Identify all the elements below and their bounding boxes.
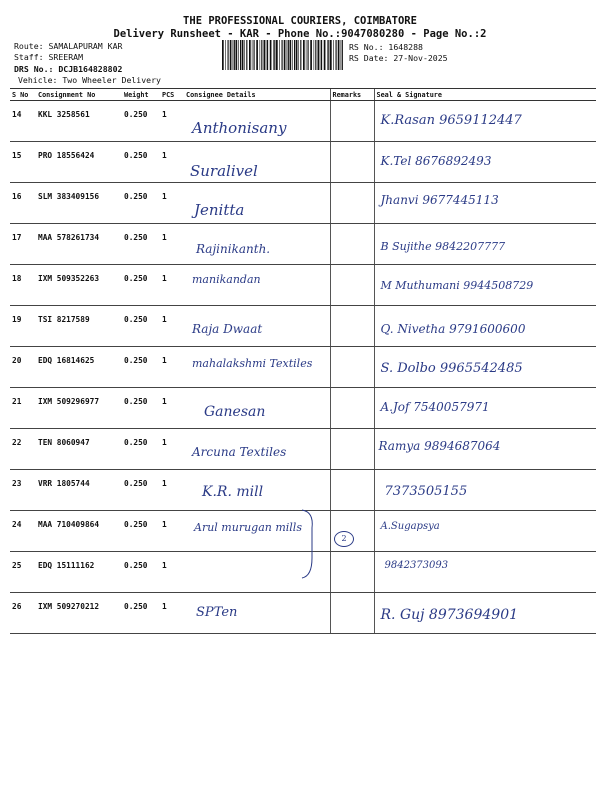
row-remarks: [330, 470, 374, 511]
row-remarks: [330, 224, 374, 265]
table-header-row: [10, 89, 596, 101]
row-weight: 0.250: [122, 429, 160, 470]
row-consignment-no: IXM 509270212: [36, 593, 122, 634]
row-consignment-no: EDQ 15111162: [36, 552, 122, 593]
row-sno: 21: [10, 388, 36, 429]
row-seal-signature: [374, 101, 596, 142]
consignee-handwriting: manikandan: [192, 273, 261, 286]
row-weight: 0.250: [122, 183, 160, 224]
table-row: [10, 142, 596, 183]
vehicle-label: Vehicle: Two Wheeler Delivery: [18, 75, 161, 85]
row-weight: 0.250: [122, 593, 160, 634]
row-remarks: [330, 388, 374, 429]
row-consignment-no: EDQ 16814625: [36, 347, 122, 388]
row-seal-signature: [374, 347, 596, 388]
row-pcs: 1: [160, 552, 184, 593]
row-sno: 18: [10, 265, 36, 306]
row-sno: 22: [10, 429, 36, 470]
row-pcs: 1: [160, 511, 184, 552]
company-title: THE PROFESSIONAL COURIERS, COIMBATORE: [183, 15, 417, 27]
row-seal-signature: [374, 429, 596, 470]
row-weight: 0.250: [122, 347, 160, 388]
row-seal-signature: [374, 224, 596, 265]
row-pcs: 1: [160, 470, 184, 511]
row-weight: 0.250: [122, 265, 160, 306]
consignee-handwriting: Anthonisany: [192, 119, 287, 137]
signature-handwriting: K.Rasan 9659112447: [380, 113, 522, 128]
row-seal-signature: [374, 511, 596, 552]
table-row: [10, 265, 596, 306]
table-row: [10, 593, 596, 634]
signature-handwriting: S. Dolbo 9965542485: [380, 361, 523, 376]
row-seal-signature: [374, 265, 596, 306]
row-pcs: 1: [160, 388, 184, 429]
row-remarks: [330, 429, 374, 470]
header-remarks: Remarks: [330, 89, 374, 101]
consignee-handwriting: Rajinikanth.: [196, 242, 271, 256]
row-sno: 19: [10, 306, 36, 347]
row-sno: 23: [10, 470, 36, 511]
consignee-handwriting: Raja Dwaat: [192, 322, 263, 336]
row-consignee: [184, 388, 330, 429]
row-pcs: 1: [160, 593, 184, 634]
consignee-handwriting: Suralivel: [190, 162, 258, 180]
consignee-handwriting: Ganesan: [204, 404, 266, 420]
row-sno: 14: [10, 101, 36, 142]
row-weight: 0.250: [122, 142, 160, 183]
signature-handwriting: 9842373093: [384, 560, 449, 571]
bracket-mark: [300, 508, 320, 580]
signature-handwriting: Jhanvi 9677445113: [380, 193, 499, 207]
row-weight: 0.250: [122, 470, 160, 511]
row-sno: 15: [10, 142, 36, 183]
row-pcs: 1: [160, 265, 184, 306]
row-consignment-no: TEN 8060947: [36, 429, 122, 470]
row-pcs: 1: [160, 224, 184, 265]
row-pcs: 1: [160, 101, 184, 142]
row-consignment-no: SLM 383409156: [36, 183, 122, 224]
row-remarks: [330, 183, 374, 224]
signature-handwriting: Q. Nivetha 9791600600: [380, 322, 526, 336]
row-consignment-no: MAA 710409864: [36, 511, 122, 552]
row-seal-signature: [374, 388, 596, 429]
row-consignee: [184, 224, 330, 265]
row-consignee: [184, 265, 330, 306]
consignee-handwriting: Jenitta: [194, 201, 245, 219]
row-sno: 17: [10, 224, 36, 265]
table-row: [10, 347, 596, 388]
row-consignment-no: KKL 3258561: [36, 101, 122, 142]
drs-value: DCJB164828802: [58, 64, 123, 74]
header-seal-signature: Seal & Signature: [374, 89, 596, 101]
consignee-handwriting: mahalakshmi Textiles: [192, 357, 313, 370]
table-row: [10, 429, 596, 470]
consignee-handwriting: SPTen: [196, 605, 238, 620]
row-consignee: [184, 347, 330, 388]
row-remarks: [330, 593, 374, 634]
row-pcs: 1: [160, 183, 184, 224]
signature-handwriting: 7373505155: [384, 484, 468, 499]
consignee-handwriting: Arcuna Textiles: [192, 445, 287, 459]
row-weight: 0.250: [122, 388, 160, 429]
row-consignment-no: MAA 578261734: [36, 224, 122, 265]
signature-handwriting: R. Guj 8973694901: [380, 607, 519, 623]
row-consignee: [184, 183, 330, 224]
row-seal-signature: [374, 552, 596, 593]
row-consignment-no: PRO 18556424: [36, 142, 122, 183]
row-weight: 0.250: [122, 511, 160, 552]
row-seal-signature: [374, 183, 596, 224]
row-sno: 16: [10, 183, 36, 224]
row-pcs: 1: [160, 306, 184, 347]
table-row: [10, 183, 596, 224]
row-consignee: [184, 593, 330, 634]
row-seal-signature: [374, 306, 596, 347]
row-remarks: [330, 265, 374, 306]
rs-number: RS No.: 1648288: [349, 42, 423, 52]
signature-handwriting: Ramya 9894687064: [378, 439, 501, 453]
drs-label: DRS No.:: [14, 64, 54, 74]
row-consignee: [184, 429, 330, 470]
row-pcs: 1: [160, 347, 184, 388]
row-weight: 0.250: [122, 224, 160, 265]
header-weight: Weight: [122, 89, 160, 101]
table-row: [10, 306, 596, 347]
row-remarks: [330, 101, 374, 142]
staff-label: Staff: SREERAM: [14, 52, 84, 62]
table-row: [10, 101, 596, 142]
row-consignee: [184, 470, 330, 511]
header-consignment: Consignment No: [36, 89, 122, 101]
row-remarks: [330, 306, 374, 347]
row-consignee: [184, 101, 330, 142]
row-consignment-no: VRR 1805744: [36, 470, 122, 511]
barcode-image: [222, 40, 344, 70]
consignee-handwriting: K.R. mill: [202, 484, 264, 500]
row-consignment-no: IXM 509352263: [36, 265, 122, 306]
row-consignee: [184, 306, 330, 347]
signature-handwriting: K.Tel 8676892493: [380, 154, 492, 168]
route-label: Route: SAMALAPURAM KAR: [14, 41, 123, 51]
row-consignment-no: IXM 509296977: [36, 388, 122, 429]
row-pcs: 1: [160, 142, 184, 183]
runsheet-subtitle: Delivery Runsheet - KAR - Phone No.:9047080280 - Page No.:2: [113, 28, 487, 40]
row-weight: 0.250: [122, 101, 160, 142]
signature-handwriting: A.Jof 7540057971: [380, 400, 490, 414]
signature-handwriting: A.Sugapsya: [380, 521, 440, 532]
row-sno: 25: [10, 552, 36, 593]
signature-handwriting: B Sujithe 9842207777: [380, 240, 506, 253]
header-sno: S No: [10, 89, 36, 101]
row-sno: 20: [10, 347, 36, 388]
rs-date: RS Date: 27-Nov-2025: [349, 53, 448, 63]
row-remarks: [330, 347, 374, 388]
row-seal-signature: [374, 593, 596, 634]
row-pcs: 1: [160, 429, 184, 470]
row-weight: 0.250: [122, 552, 160, 593]
row-remarks: [330, 142, 374, 183]
row-remarks: [330, 511, 374, 552]
drs-number: [14, 64, 122, 74]
row-consignee: [184, 142, 330, 183]
table-row: [10, 470, 596, 511]
table-row: [10, 224, 596, 265]
signature-handwriting: M Muthumani 9944508729: [380, 279, 534, 292]
row-sno: 24: [10, 511, 36, 552]
row-consignment-no: TSI 8217589: [36, 306, 122, 347]
header-pcs: PCS: [160, 89, 184, 101]
table-row: [10, 388, 596, 429]
row-sno: 26: [10, 593, 36, 634]
row-seal-signature: [374, 142, 596, 183]
header-consignee: Consignee Details: [184, 89, 330, 101]
row-weight: 0.250: [122, 306, 160, 347]
row-remarks: [330, 552, 374, 593]
remarks-circle-mark: 2: [334, 531, 354, 547]
row-seal-signature: [374, 470, 596, 511]
consignee-handwriting: Arul murugan mills: [194, 521, 302, 534]
